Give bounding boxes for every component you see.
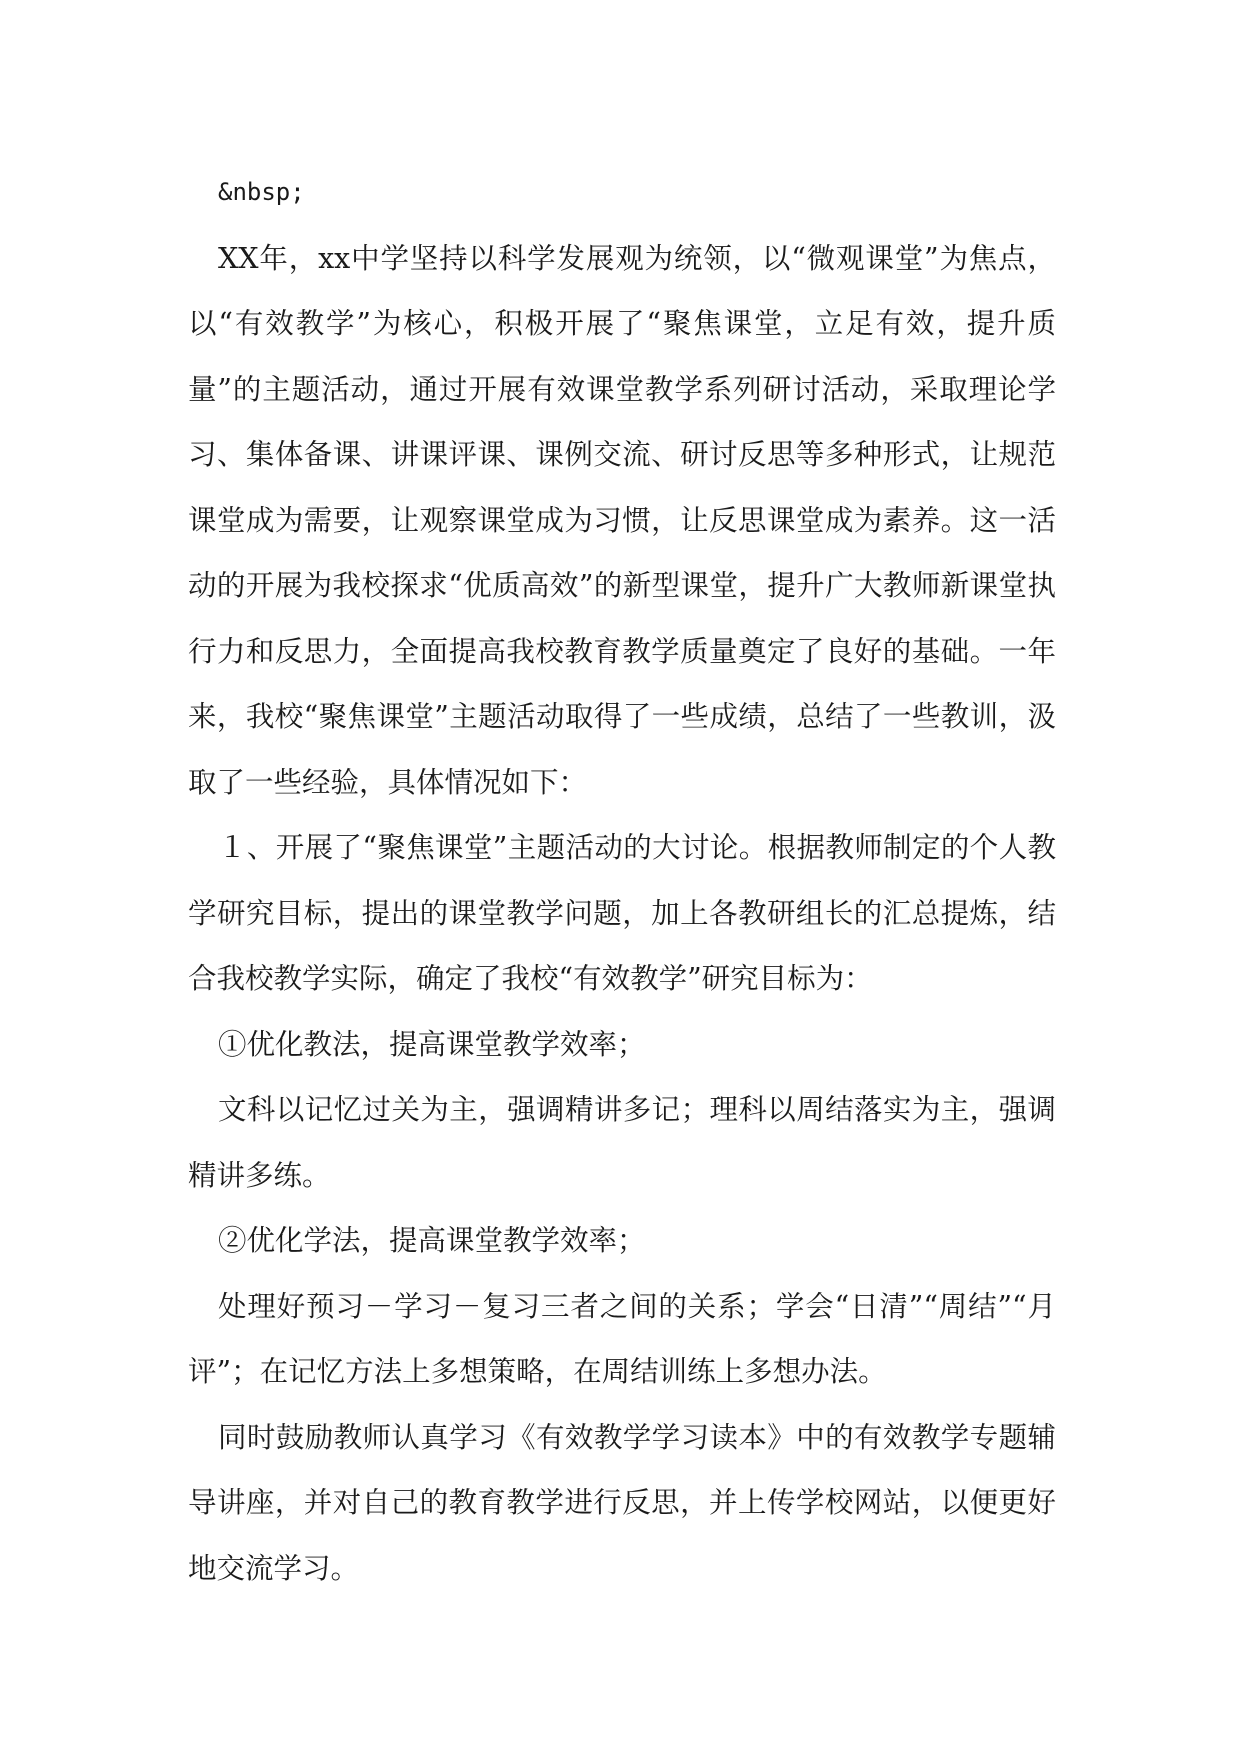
paragraph-intro: XX年，xx中学坚持以科学发展观为统领，以“微观课堂”为焦点，以“有效教学”为核心，积极开展了“聚焦课堂，立足有效，提升质量”的主题活动，通过开展有效课堂教学系列研讨活动，采取理论学习、集体备课、讲课评课、课例交流、研讨反思等多种形式，让规范课堂成为需要，让观察课堂成为习惯，让反思课堂成为素养。这一活动的开展为我校探求“优质高效”的新型课堂，提升广大教师新课堂执行力和反思力，全面提高我校教育教学质量奠定了良好的基础。一年来，我校“聚焦课堂”主题活动取得了一些成绩，总结了一些教训，汲取了一些经验，具体情况如下： xyxy=(188,241,1056,799)
paragraph-nbsp-artifact: &nbsp; xyxy=(218,178,305,206)
paragraph-closing: 同时鼓励教师认真学习《有效教学学习读本》中的有效教学专题辅导讲座，并对自己的教育教学进行反思，并上传学校网站，以便更好地交流学习。 xyxy=(188,1420,1056,1585)
paragraph-item-1: １、开展了“聚焦课堂”主题活动的大讨论。根据教师制定的个人教学研究目标，提出的课堂教学问题，加上各教研组长的汇总提炼，结合我校教学实际，确定了我校“有效教学”研究目标为： xyxy=(188,831,1056,995)
paragraph-goal-2-detail: 处理好预习－学习－复习三者之间的关系；学会“日清”“周结”“月评”；在记忆方法上多想策略，在周结训练上多想办法。 xyxy=(188,1289,1056,1388)
paragraph-goal-1-detail: 文科以记忆过关为主，强调精讲多记；理科以周结落实为主，强调精讲多练。 xyxy=(188,1093,1056,1192)
paragraph-goal-1: ①优化教法，提高课堂教学效率； xyxy=(218,1027,646,1061)
document-body xyxy=(188,160,1056,1601)
paragraph-goal-2: ②优化学法，提高课堂教学效率； xyxy=(218,1224,646,1257)
